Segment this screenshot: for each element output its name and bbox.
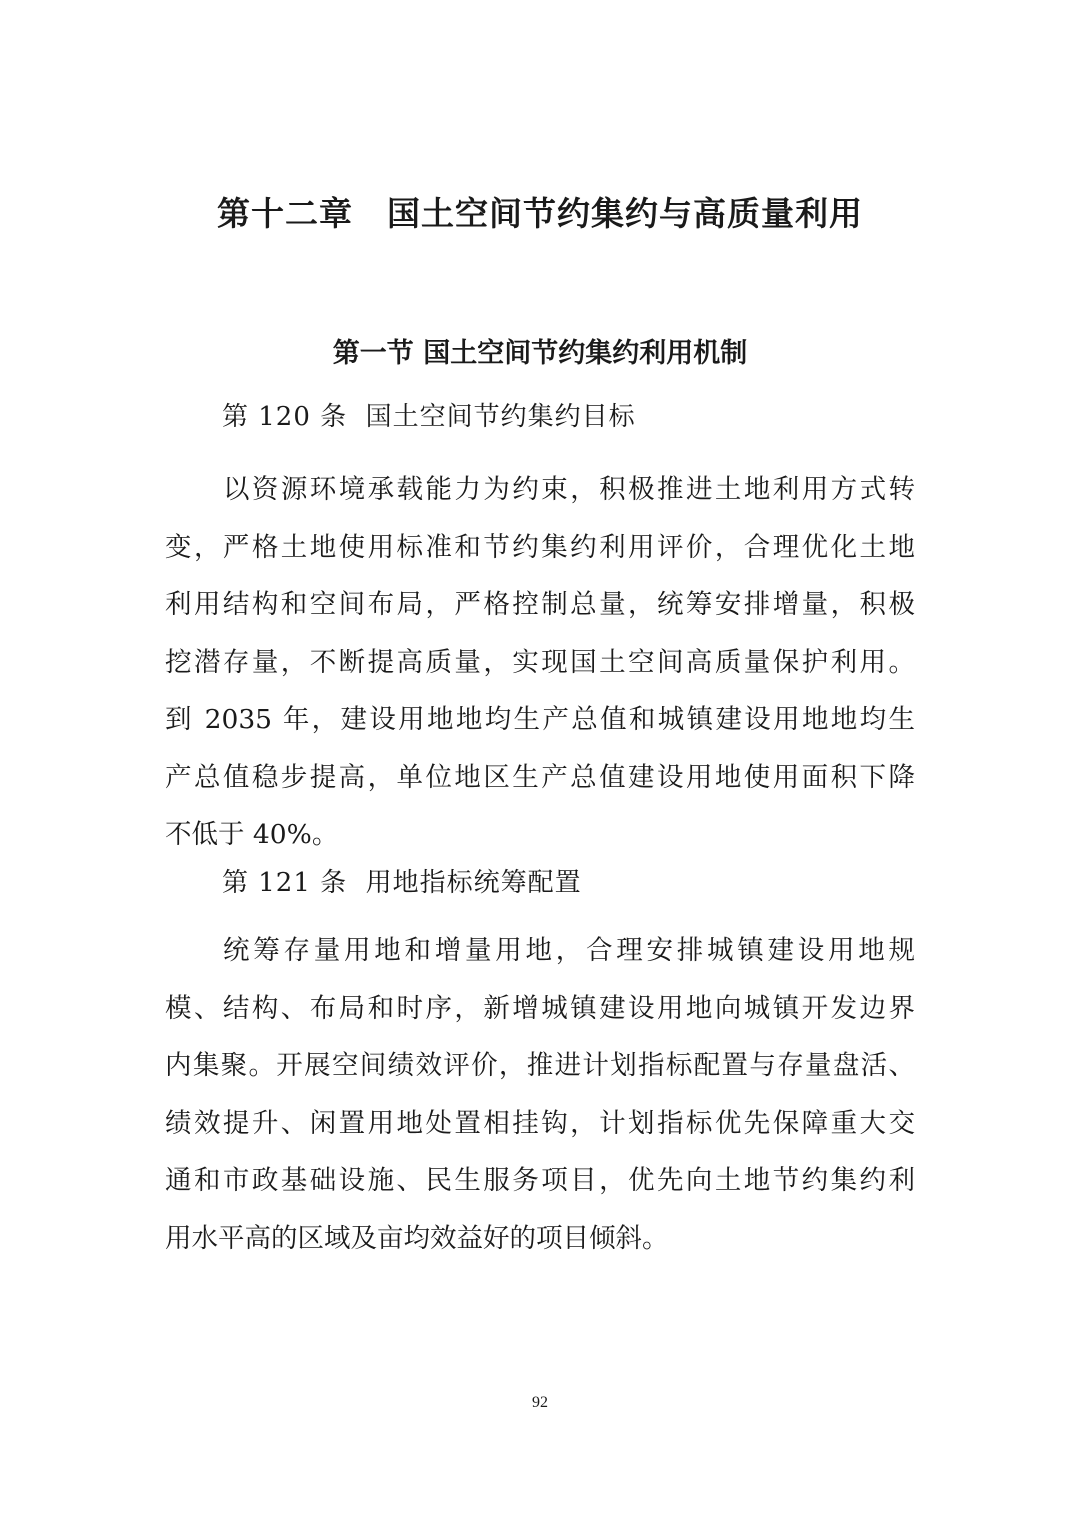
- article-120-heading: 第 120 条 国土空间节约集约目标: [222, 402, 636, 432]
- chapter-title: 第十二章 国土空间节约集约与高质量利用: [217, 194, 863, 233]
- article-121-line: 模、结构、布局和时序，新增城镇建设用地向城镇开发边界: [165, 992, 915, 1024]
- article-120-line: 产总值稳步提高，单位地区生产总值建设用地使用面积下降: [165, 761, 915, 793]
- article-120-line: 利用结构和空间布局，严格控制总量，统筹安排增量，积极: [165, 589, 915, 620]
- article-120-line: 变，严格土地使用标准和节约集约利用评价，合理优化土地: [165, 531, 915, 563]
- article-120-line: 到 2035 年，建设用地地均生产总值和城镇建设用地地均生: [165, 704, 915, 735]
- article-120-line: 以资源环境承载能力为约束，积极推进土地利用方式转: [223, 474, 915, 505]
- section-title: 第一节 国土空间节约集约利用机制: [332, 338, 748, 369]
- article-120-body: [165, 461, 915, 864]
- article-121-line: 统筹存量用地和增量用地，合理安排城镇建设用地规: [223, 935, 915, 966]
- article-121-line: 绩效提升、闲置用地处置相挂钩，计划指标优先保障重大交: [165, 1107, 915, 1139]
- article-121-heading: 第 121 条 用地指标统筹配置: [222, 868, 582, 898]
- page-number: 92: [532, 1394, 548, 1411]
- article-120-line: 不低于 40%。: [165, 819, 339, 850]
- article-121-line: 用水平高的区域及亩均效益好的项目倾斜。: [165, 1222, 669, 1254]
- article-120-line: 挖潜存量，不断提高质量，实现国土空间高质量保护利用。: [165, 646, 915, 678]
- article-121-line: 通和市政基础设施、民生服务项目，优先向土地节约集约利: [165, 1165, 915, 1196]
- article-121-line: 内集聚。开展空间绩效评价，推进计划指标配置与存量盘活、: [165, 1050, 915, 1081]
- article-121-body: [165, 922, 915, 1267]
